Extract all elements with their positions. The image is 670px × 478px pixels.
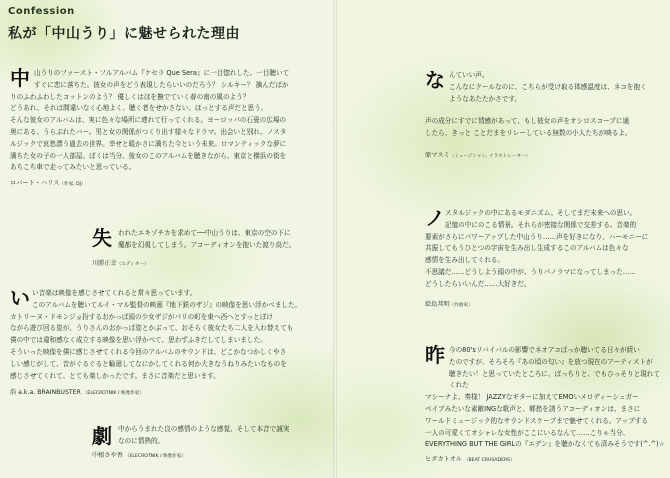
testimonial-body-cont xyxy=(425,232,663,291)
body-line: 感じさせてくれて、とても楽しかったです。まさに音楽だと思います。 xyxy=(10,371,220,380)
author-line xyxy=(10,387,328,396)
body-line: ようなあたたかさです。 xyxy=(449,94,522,103)
body-line: このアルバムを聴いてルイ・マル監督の映画『地下鉄のザジ』の映像を思い浮かべました。 xyxy=(32,300,302,309)
body-line: マシーナよ、奏様！ JAZZYなギターに加えてEMOいメロディーシュガー xyxy=(425,393,639,402)
testimonial-body-cont xyxy=(425,392,665,451)
body-line: あちこち車で走ってみたいと思っている。 xyxy=(10,163,136,172)
page-title: 私が「中山うり」に魅せられた理由 xyxy=(8,26,240,42)
testimonial-body xyxy=(92,228,328,252)
author-line xyxy=(92,258,328,267)
testimonial-hidaka xyxy=(425,345,665,463)
author-name: 浩 a.k.a. BRAINBUSTER xyxy=(10,389,81,397)
dropcap: な xyxy=(425,68,445,92)
testimonial-body-cont xyxy=(10,312,328,383)
body-line: カトリーヌ・ドモンジョ扮するおかっぱ頭の少女ザジがパリの町を東へ西へとすっとぼけ xyxy=(10,312,273,321)
body-line: 一人の可愛くてオシャレな女性がここにいるなんて……こりゃ当分、 xyxy=(425,428,630,437)
body-line: しい感じがして、音がぐるぐると輪廻してなにかしてくれる何か大きなうねりみたいなものを xyxy=(10,359,287,368)
dropcap: 中 xyxy=(10,66,30,90)
author-role: （ミュージシャン, イラストレーター） xyxy=(449,153,531,159)
author-role: （ELECROTNIK / 映像作家） xyxy=(82,391,144,397)
body-line: んていい声。 xyxy=(449,71,489,79)
body-line: ベイブみたいな素敵INGな歌声と、郷愁を誘うアコーディオンは、まさに xyxy=(425,404,641,413)
testimonial-body-cont xyxy=(10,92,328,175)
body-line: 山うりのファースト・フルアルバム『ケセラ Que Sera』に一目惚れした。一目聴いて xyxy=(34,69,290,77)
author-line xyxy=(10,178,328,187)
testimonial-ejima xyxy=(425,208,663,308)
body-line: われたエキゾチカを求めて──中山うりは、東京の空の下に xyxy=(118,229,291,237)
body-line: ながら遊び回る姿が、うりさんのおかっぱ姿とかぶって、おそらく彼女たち二人を入れ替えても xyxy=(10,324,294,333)
dropcap: い xyxy=(10,286,30,310)
author-line xyxy=(425,299,663,308)
testimonial-body xyxy=(425,208,663,232)
dropcap: ノ xyxy=(425,206,445,230)
body-line: ワールドミュージック的なサウンドスケープまで魅せてくれる。アップする xyxy=(425,416,648,425)
body-line: どうあれ、それは間違いなく心地よく、聴く者をせかさない、ほっとする声だと思う。 xyxy=(10,104,268,113)
author-role: （作家, DJ） xyxy=(59,182,86,188)
page-header xyxy=(8,6,240,43)
body-line: 声の成分にすでに情感があって、もし彼女の声をオシロスコープに通 xyxy=(425,117,630,126)
body-line: したら、きっと ことだまをリレーしている無数の小人たちが映るよ。 xyxy=(425,129,632,138)
body-line: 要素がさらにパワーアップした中山うり……声を好きになり、ハーモニーに xyxy=(425,232,649,241)
testimonial-brainbuster xyxy=(10,288,328,396)
testimonial-body xyxy=(92,424,328,448)
body-line: 今の80'sリバイバルの影響でネオアコばっか聴いてる日々が続い xyxy=(449,346,640,354)
page-gutter xyxy=(333,0,337,478)
body-line: 感情を生み出してくれる。 xyxy=(425,256,505,265)
body-line: 中からうまれた良の感情のような感覚、そして本音で誠実 xyxy=(118,425,290,433)
body-line: 記憶の中にのこる情景。それらが密接な関係で交差する。音楽的 xyxy=(445,220,637,229)
body-line: ルジックで哀愁漂う過去の世界。幸せと暖かさに満ちた今という未来。ロマンティックな夢に xyxy=(10,139,287,148)
body-line: りのふわふわしたコットンのよう？ 優しくはほを撫でていく春の南の風のよう？ xyxy=(10,92,250,101)
body-line: なのに情熱的。 xyxy=(118,436,165,445)
author-role: （BEAT CRUSADERS） xyxy=(463,458,515,464)
author-name: 中根さや香 xyxy=(92,451,123,459)
author-name: ロバート・ハリス xyxy=(10,180,60,188)
testimonial-kawakatsu xyxy=(92,228,328,267)
dropcap: 劇 xyxy=(92,424,112,448)
author-role: （ELECROTNIK / 映像作家） xyxy=(124,453,186,459)
body-line: い音楽は映像を感じさせてくれると常々思っています。 xyxy=(32,289,197,297)
author-role: （作曲家） xyxy=(449,302,473,308)
author-name: 絵島邦明 xyxy=(425,300,450,308)
body-line: スタルジックの中にあるモダニズム。そしてまだ未来への思い。 xyxy=(445,209,637,217)
testimonial-body xyxy=(425,345,665,392)
testimonial-body xyxy=(425,70,663,105)
author-line xyxy=(425,150,663,159)
body-line: EVERYTHING BUT THE GIRLの『エデン』を聴かなくても済みそうです(^.^)☆ xyxy=(425,440,665,449)
author-role: （エディター） xyxy=(116,261,149,267)
section-kicker: Confession xyxy=(8,6,75,17)
body-line: どうしたらいいんだ……大好きだ。 xyxy=(425,279,531,288)
testimonial-body-cont xyxy=(425,116,663,140)
body-line: 魔都を幻視してしまう。アコーディオンを抱いた渡り鳥だ。 xyxy=(118,240,296,249)
body-line: 満ちた女の子の一人部屋。ぼくは当分、彼女のこのアルバムを聴きながら、東京と横浜の街を xyxy=(10,151,287,160)
body-line: 僕の中では違和感なく成立する映像を思い浮かべて、思わずふきだしてしまいました。 xyxy=(10,336,267,345)
author-name: 原マスミ xyxy=(425,151,450,159)
author-line xyxy=(92,450,328,459)
dropcap: 失 xyxy=(92,226,112,250)
body-line: 共振してもうひとつの宇宙を生み出し生成するこのアルバムは色々な xyxy=(425,244,629,253)
dropcap: 昨 xyxy=(425,343,445,367)
author-name: 川勝正幸 xyxy=(92,259,117,267)
author-name: ヒダカトオル xyxy=(425,456,462,464)
testimonial-body xyxy=(10,68,328,92)
testimonial-robert-harris xyxy=(10,68,328,187)
body-line: 奥にある、うらぶれたバー。男と女の関係がつくり出す様々なドラマ。出会いと別れ。ノスタ xyxy=(10,127,287,136)
body-line: 不思議だ……どうしよう頭の中が、うりパノラマになってしまった…… xyxy=(425,267,636,276)
body-line: 聴きたい！と思っていたところに、ばっちりと、でもひっそりと現れてくれた xyxy=(449,369,660,390)
body-line: たのですが、そろそろ『あの頃の匂い』を放つ現在のアーティストが xyxy=(449,357,653,366)
body-line: すぐに恋に落ちた。彼女の声をどう表現したらいいのだろう？ シルキー？ 摘んだばか xyxy=(34,80,289,89)
testimonial-body xyxy=(10,288,328,312)
body-line: そんな彼女のアルバムは、実に色々な場所に連れて行ってくれる。ヨーロッパの石畳の広場の xyxy=(10,116,287,125)
body-line: こんなにクールなのに、こちらが受け取る体感温度は、ネコを抱く xyxy=(449,82,647,91)
testimonial-hara xyxy=(425,70,663,159)
author-line xyxy=(425,454,665,463)
testimonial-nakane xyxy=(92,424,328,459)
body-line: そういった映像を僕に感じさせてくれる今回のアルバムのサウンドは、どこかなつかしくやさ xyxy=(10,347,287,356)
